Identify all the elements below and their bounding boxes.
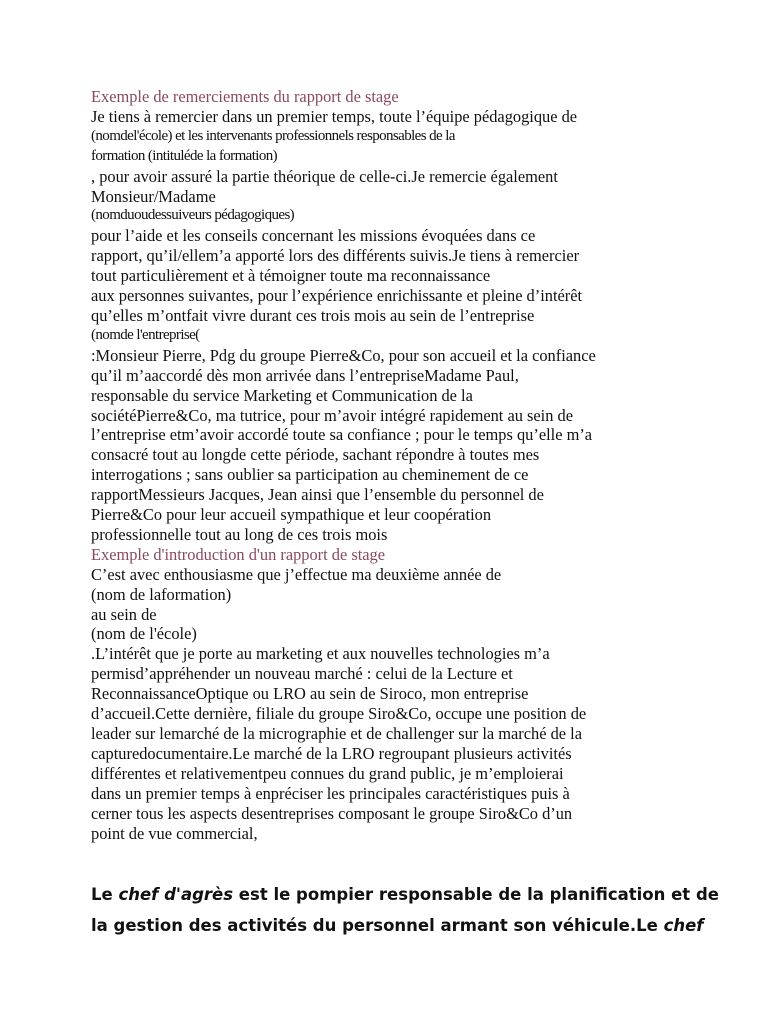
text-line: (nomde l'entreprise( <box>91 326 200 343</box>
text-line: cerner tous les aspects desentreprises composant le groupe Siro&Co d’un <box>91 803 573 823</box>
text-line: Monsieur/Madame <box>91 186 216 206</box>
text-line: (nomdel'école) et les intervenants professionnels responsables de la <box>91 127 455 144</box>
text-line: qu’elles m’ontfait vivre durant ces trois mois au sein de l’entreprise <box>91 305 535 325</box>
text-run: Le <box>91 885 119 904</box>
remerciements-heading: Exemple de remerciements du rapport de stage <box>91 87 399 106</box>
text-line: rapportMessieurs Jacques, Jean ainsi que l’ensemble du personnel de <box>91 485 544 505</box>
text-line: , pour avoir assuré la partie théorique de celle-ci.Je remercie également <box>91 166 558 186</box>
text-line: tout particulièrement et à témoigner toute ma reconnaissance <box>91 266 491 286</box>
text-line: rapport, qu’il/ellem’a apporté lors des différents suivis.Je tiens à remercier <box>91 246 580 266</box>
bold-line <box>91 910 711 941</box>
italic-term: chef d'agrès <box>118 885 234 904</box>
text-line: capturedocumentaire.Le marché de la LRO regroupant plusieurs activités <box>91 743 572 763</box>
text-line: Je tiens à remercier dans un premier temps, toute l’équipe pédagogique de <box>91 106 578 126</box>
text-line: leader sur lemarché de la micrographie et de challenger sur la marché de la <box>91 724 583 743</box>
text-line: (nom de laformation) <box>91 584 232 604</box>
text-line: permisd’appréhender un nouveau marché : celui de la Lecture et <box>91 664 513 684</box>
text-line: interrogations ; sans oublier sa participation au cheminement de ce <box>91 465 529 485</box>
text-line: Pierre&Co pour leur accueil sympathique et leur coopération <box>91 505 492 525</box>
text-line: professionnelle tout au long de ces trois mois <box>91 524 388 544</box>
text-line: d’accueil.Cette dernière, filiale du groupe Siro&Co, occupe une position de <box>91 704 587 724</box>
text-line: différentes et relativementpeu connues du grand public, je m’emploierai <box>91 763 564 783</box>
text-line: qu’il m’aaccordé dès mon arrivée dans l’entrepriseMadame Paul, <box>91 365 519 385</box>
text-run: la gestion des activités du personnel armant son véhicule.Le <box>91 916 664 935</box>
text-line: dans un premier temps à enpréciser les principales caractéristiques puis à <box>91 783 570 803</box>
italic-term: chef <box>663 916 704 935</box>
introduction-heading: Exemple d'introduction d'un rapport de stage <box>91 544 386 564</box>
text-line: pour l’aide et les conseils concernant les missions évoquées dans ce <box>91 226 536 246</box>
text-line: (nom de l'école) <box>91 624 197 644</box>
bold-line <box>91 879 719 910</box>
text-line: au sein de <box>91 604 157 624</box>
text-line: aux personnes suivantes, pour l’expérience enrichissante et pleine d’intérêt <box>91 286 583 306</box>
text-line: point de vue commercial, <box>91 823 258 843</box>
text-line: sociétéPierre&Co, ma tutrice, pour m’avoir intégré rapidement au sein de <box>91 405 573 425</box>
text-line: responsable du service Marketing et Communication de la <box>91 385 473 405</box>
text-line: :Monsieur Pierre, Pdg du groupe Pierre&Co, pour son accueil et la confiance <box>91 345 596 365</box>
text-line: (nomduoudessuiveurs pédagogiques) <box>91 207 295 224</box>
text-run: est le pompier responsable de la planification et de <box>233 885 719 904</box>
chef-agres-paragraph <box>91 879 719 941</box>
remerciements-section <box>91 87 691 843</box>
text-line: formation (intituléde la formation) <box>91 147 278 164</box>
text-line: ReconnaissanceOptique ou LRO au sein de Siroco, mon entreprise <box>91 684 529 704</box>
text-line: consacré tout au longde cette période, sachant répondre à toutes mes <box>91 445 540 465</box>
text-line: .L’intérêt que je porte au marketing et aux nouvelles technologies m’a <box>91 644 550 664</box>
text-line: l’entreprise etm’avoir accordé toute sa confiance ; pour le temps qu’elle m’a <box>91 425 593 445</box>
text-line: C’est avec enthousiasme que j’effectue ma deuxième année de <box>91 564 502 584</box>
